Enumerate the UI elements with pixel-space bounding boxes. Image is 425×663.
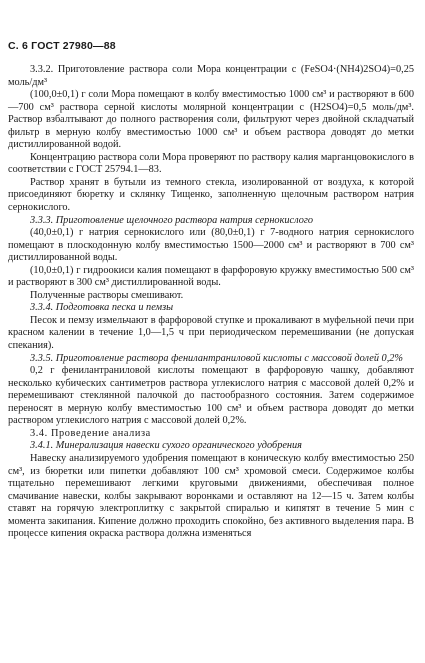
paragraph: Навеску анализируемого удобрения помещают в коническую колбу вместимостью 250 см³, из бюретки или пипетки добавляют 100 см³ хромовой смеси. Содержимое колбы тщательно перемешивают легкими круговыми движениями, обеспечивая полное смачивание навески, колбы закрывают воронками и оставляют на 12—15 ч. Затем колбы ставят на горячую электроплитку с закрытой спиралью и кипятят в течение 5 мин с момента закипания. Кипение должно проходить спокойно, без активного выделения пара. В процессе кипения окраска раствора должна изменяться <box>8 452 414 540</box>
section-3-4-heading: 3.4. Проведение анализа <box>30 427 151 439</box>
paragraph: (40,0±0,1) г натрия сернокислого или (80,0±0,1) г 7-водного натрия сернокислого помещают в плоскодонную колбу вместимостью 1500—2000 см³ и растворяют в 700 см³ дистиллированной воды. <box>8 227 414 264</box>
paragraph: (100,0±0,1) г соли Мора помещают в колбу вместимостью 1000 см³ и растворяют в 600—700 см³ раствора серной кислоты молярной концентрации с (H2SO4)=0,5 моль/дм³. Раствор взбалтывают до полного растворения соли, фильтруют через двойной складчатый фильтр в мерную колбу вместимостью 1000 см³ и объем раствора доводят до метки дистиллированной водой. <box>8 89 414 151</box>
section-3-3-3-heading: 3.3.3. Приготовление щелочного раствора натрия сернокислого <box>30 214 314 226</box>
paragraph: Раствор хранят в бутыли из темного стекла, изолированной от воздуха, к которой присоединяют бюретку и склянку Тищенко, заполненную щелочным раствором натрия сернокислого. <box>8 176 414 214</box>
paragraph: (10,0±0,1) г гидроокиси калия помещают в фарфоровую кружку вместимостью 500 см³ и растворяют в 300 см³ дистиллированной воды. <box>8 264 414 289</box>
paragraph: Полученные растворы смешивают. <box>30 289 184 301</box>
page-header: С. 6 ГОСТ 27980—88 <box>8 40 116 52</box>
document-body <box>8 64 414 541</box>
paragraph: Песок и пемзу измельчают в фарфоровой ступке и прокаливают в муфельной печи при красном калении в течение 1,0—1,5 ч при периодическом перемешивании (не допуская спекания). <box>8 314 414 352</box>
section-3-4-1-heading: 3.4.1. Минерализация навески сухого органического удобрения <box>30 440 302 452</box>
section-3-3-5-heading: 3.3.5. Приготовление раствора фенилантраниловой кислоты с массовой долей 0,2% <box>30 352 404 364</box>
paragraph: Концентрацию раствора соли Мора проверяют по раствору калия марганцовокислого в соответствии с ГОСТ 25794.1—83. <box>8 151 414 176</box>
section-3-3-2-heading: 3.3.2. Приготовление раствора соли Мора концентрации c (FeSO4·(NH4)2SO4)=0,25 моль/дм³ <box>8 64 414 88</box>
section-3-3-4-heading: 3.3.4. Подготовка песка и пемзы <box>30 302 174 314</box>
paragraph: 0,2 г фенилантраниловой кислоты помещают в фарфоровую чашку, добавляют несколько кубических сантиметров раствора углекислого натрия с массовой долей 0,2% и перемешивают стеклянной палочкой до пастообразного состояния. Затем содержимое переносят в мерную колбу вместимостью 100 см³ и объем раствора доводят до метки раствором углекислого натрия с массовой долей 0,2%. <box>8 365 414 427</box>
